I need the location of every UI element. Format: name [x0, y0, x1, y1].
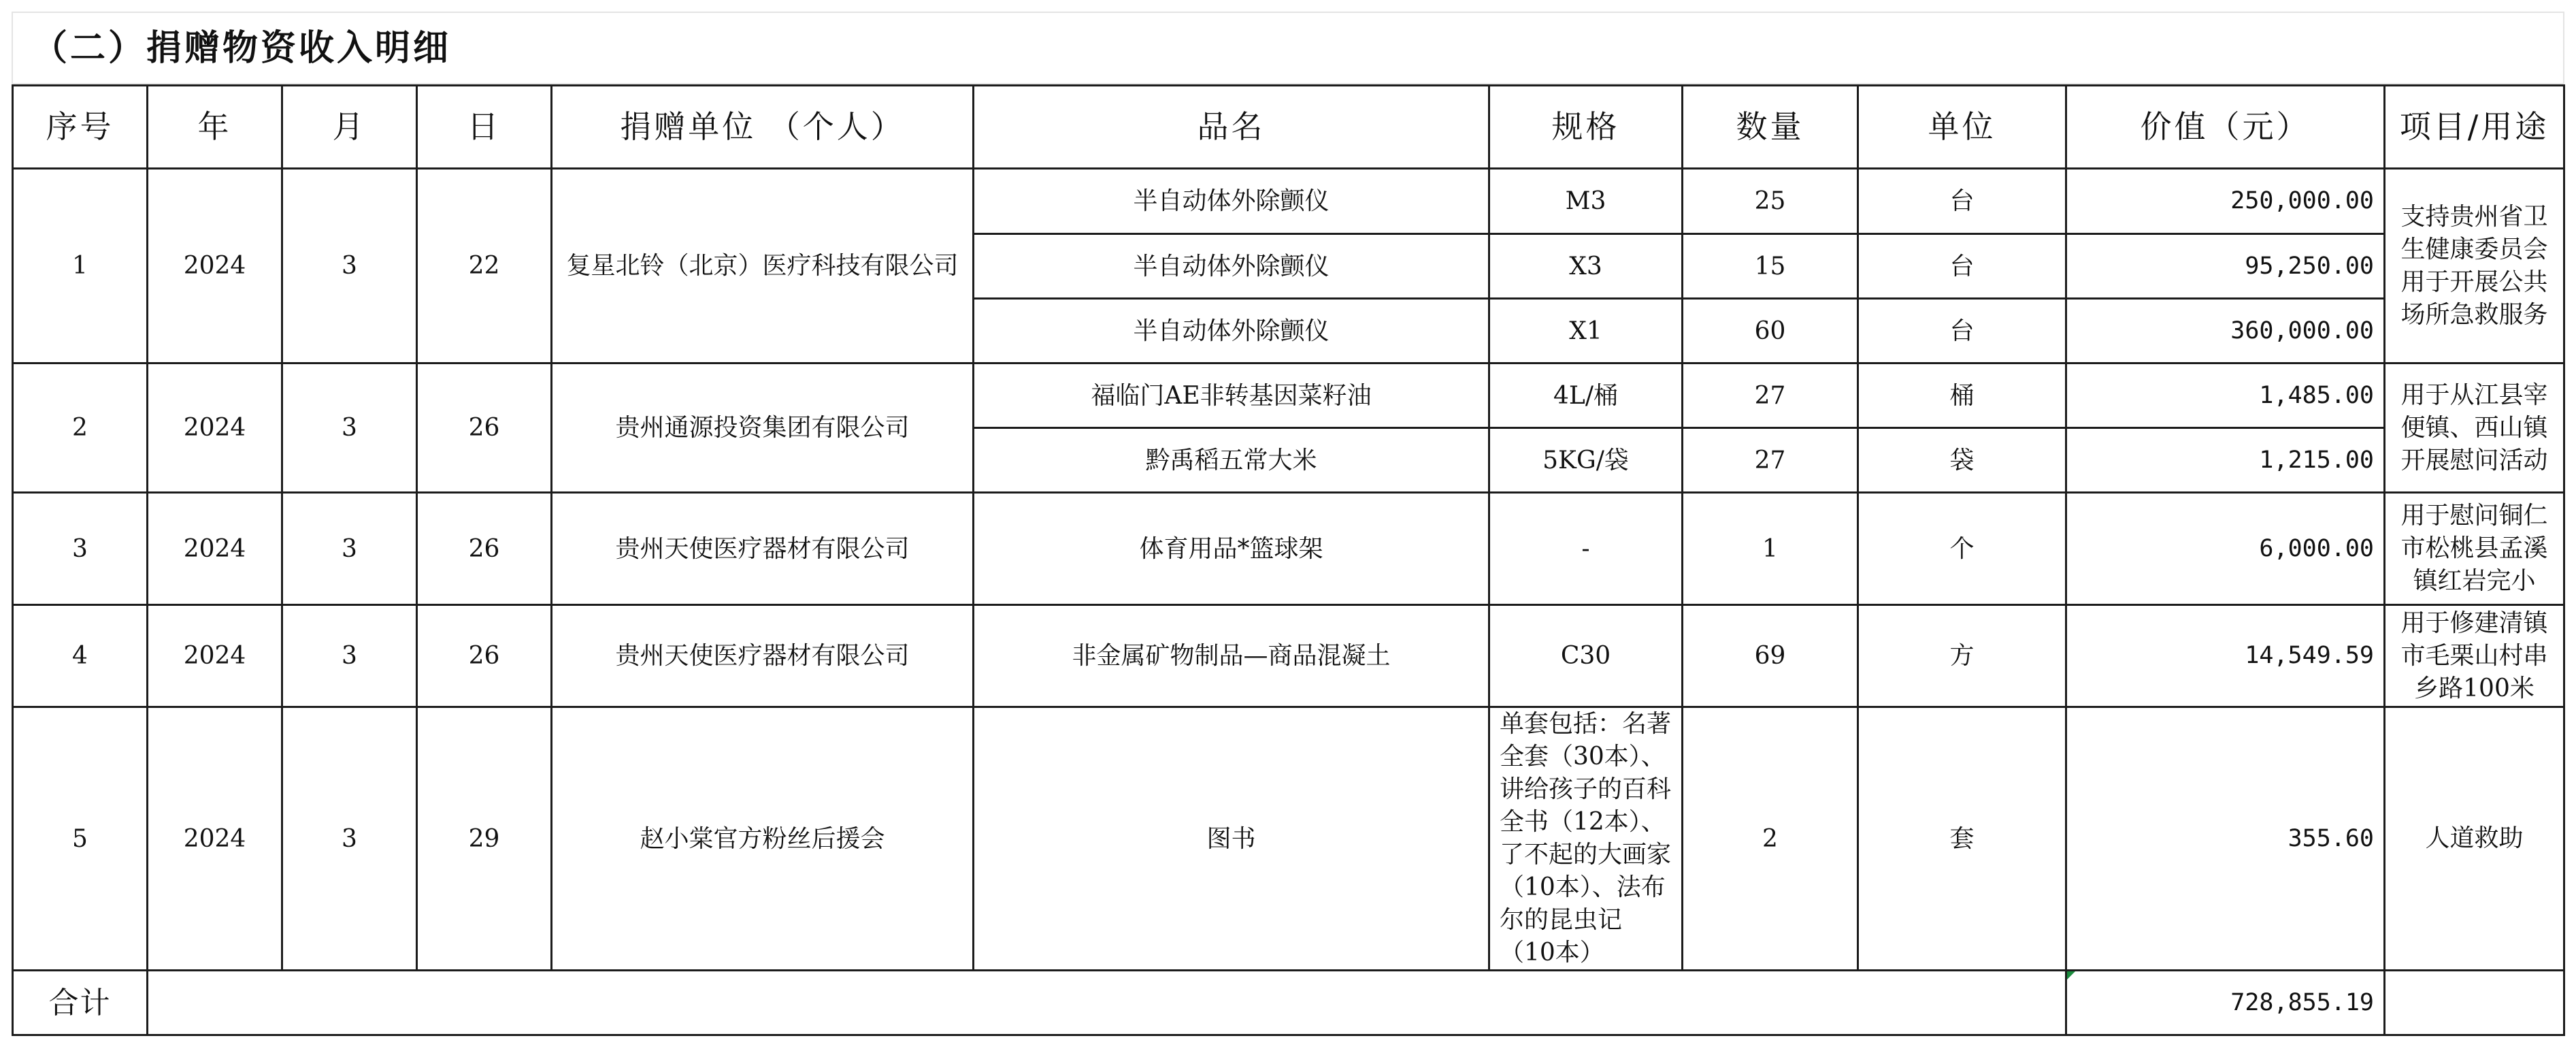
- header-spec[interactable]: 规格: [1489, 86, 1683, 169]
- cell-spec[interactable]: -: [1489, 493, 1683, 605]
- title-row: [12, 12, 2564, 84]
- header-month[interactable]: 月: [282, 86, 417, 169]
- header-donor[interactable]: 捐赠单位 （个人）: [552, 86, 974, 169]
- header-unit[interactable]: 单位: [1858, 86, 2066, 169]
- cell-day[interactable]: 26: [417, 493, 552, 605]
- table-row: [13, 363, 2564, 428]
- cell-qty[interactable]: 60: [1683, 299, 1858, 363]
- cell-value[interactable]: 95,250.00: [2066, 234, 2385, 299]
- cell-item[interactable]: 半自动体外除颤仪: [974, 299, 1489, 363]
- cell-day[interactable]: 29: [417, 707, 552, 971]
- table-row: [13, 169, 2564, 234]
- cell-unit[interactable]: 台: [1858, 299, 2066, 363]
- header-seq[interactable]: 序号: [13, 86, 148, 169]
- total-purpose-cell[interactable]: [2385, 971, 2564, 1035]
- cell-month[interactable]: 3: [282, 169, 417, 363]
- cell-month[interactable]: 3: [282, 363, 417, 493]
- table-row: [13, 493, 2564, 605]
- cell-unit[interactable]: 桶: [1858, 363, 2066, 428]
- donation-table: [12, 84, 2565, 1036]
- cell-spec[interactable]: 4L/桶: [1489, 363, 1683, 428]
- header-day[interactable]: 日: [417, 86, 552, 169]
- cell-value[interactable]: 6,000.00: [2066, 493, 2385, 605]
- cell-spec[interactable]: 5KG/袋: [1489, 428, 1683, 493]
- cell-purpose[interactable]: 人道救助: [2385, 707, 2564, 971]
- cell-item[interactable]: 体育用品*篮球架: [974, 493, 1489, 605]
- total-label[interactable]: 合计: [13, 971, 148, 1035]
- cell-year[interactable]: 2024: [148, 363, 282, 493]
- cell-donor[interactable]: 贵州通源投资集团有限公司: [552, 363, 974, 493]
- header-year[interactable]: 年: [148, 86, 282, 169]
- cell-unit[interactable]: 台: [1858, 169, 2066, 234]
- cell-spec[interactable]: C30: [1489, 605, 1683, 707]
- header-purpose[interactable]: 项目/用途: [2385, 86, 2564, 169]
- cell-seq[interactable]: 3: [13, 493, 148, 605]
- cell-value[interactable]: 1,485.00: [2066, 363, 2385, 428]
- cell-value[interactable]: 360,000.00: [2066, 299, 2385, 363]
- cell-month[interactable]: 3: [282, 493, 417, 605]
- header-item[interactable]: 品名: [974, 86, 1489, 169]
- cell-year[interactable]: 2024: [148, 605, 282, 707]
- cell-qty[interactable]: 2: [1683, 707, 1858, 971]
- cell-qty[interactable]: 69: [1683, 605, 1858, 707]
- cell-seq[interactable]: 2: [13, 363, 148, 493]
- cell-unit[interactable]: 个: [1858, 493, 2066, 605]
- table-row: [13, 707, 2564, 971]
- cell-qty[interactable]: 15: [1683, 234, 1858, 299]
- cell-seq[interactable]: 5: [13, 707, 148, 971]
- cell-seq[interactable]: 4: [13, 605, 148, 707]
- cell-donor[interactable]: 复星北铃（北京）医疗科技有限公司: [552, 169, 974, 363]
- cell-day[interactable]: 26: [417, 363, 552, 493]
- cell-item[interactable]: 福临门AE非转基因菜籽油: [974, 363, 1489, 428]
- cell-seq[interactable]: 1: [13, 169, 148, 363]
- header-qty[interactable]: 数量: [1683, 86, 1858, 169]
- cell-year[interactable]: 2024: [148, 493, 282, 605]
- cell-value[interactable]: 355.60: [2066, 707, 2385, 971]
- cell-year[interactable]: 2024: [148, 169, 282, 363]
- cell-spec[interactable]: X1: [1489, 299, 1683, 363]
- cell-day[interactable]: 26: [417, 605, 552, 707]
- total-blank-cell[interactable]: [148, 971, 2066, 1035]
- cell-qty[interactable]: 25: [1683, 169, 1858, 234]
- cell-day[interactable]: 22: [417, 169, 552, 363]
- cell-donor[interactable]: 赵小棠官方粉丝后援会: [552, 707, 974, 971]
- cell-purpose[interactable]: 用于从江县宰便镇、西山镇开展慰问活动: [2385, 363, 2564, 493]
- cell-value[interactable]: 14,549.59: [2066, 605, 2385, 707]
- cell-item[interactable]: 半自动体外除颤仪: [974, 169, 1489, 234]
- total-row: [13, 971, 2564, 1035]
- total-value[interactable]: 728,855.19: [2066, 971, 2385, 1035]
- cell-unit[interactable]: 套: [1858, 707, 2066, 971]
- page-title: （二）捐赠物资收入明细: [32, 28, 452, 69]
- cell-qty[interactable]: 27: [1683, 363, 1858, 428]
- cell-value[interactable]: 1,215.00: [2066, 428, 2385, 493]
- cell-spec[interactable]: X3: [1489, 234, 1683, 299]
- table-row: [13, 605, 2564, 707]
- cell-purpose[interactable]: 用于慰问铜仁市松桃县孟溪镇红岩完小: [2385, 493, 2564, 605]
- cell-item[interactable]: 图书: [974, 707, 1489, 971]
- cell-qty[interactable]: 27: [1683, 428, 1858, 493]
- cell-donor[interactable]: 贵州天使医疗器材有限公司: [552, 493, 974, 605]
- cell-unit[interactable]: 袋: [1858, 428, 2066, 493]
- cell-month[interactable]: 3: [282, 605, 417, 707]
- cell-item[interactable]: 半自动体外除颤仪: [974, 234, 1489, 299]
- header-row: [13, 86, 2564, 169]
- cell-donor[interactable]: 贵州天使医疗器材有限公司: [552, 605, 974, 707]
- header-value[interactable]: 价值（元）: [2066, 86, 2385, 169]
- cell-item[interactable]: 黔禹稻五常大米: [974, 428, 1489, 493]
- cell-year[interactable]: 2024: [148, 707, 282, 971]
- cell-qty[interactable]: 1: [1683, 493, 1858, 605]
- cell-unit[interactable]: 方: [1858, 605, 2066, 707]
- cell-purpose[interactable]: 用于修建清镇市毛栗山村串乡路100米: [2385, 605, 2564, 707]
- cell-spec[interactable]: 单套包括：名著全套（30本）、讲给孩子的百科全书（12本）、了不起的大画家（10本）、法布尔的昆虫记（10本）: [1489, 707, 1683, 971]
- cell-unit[interactable]: 台: [1858, 234, 2066, 299]
- cell-item[interactable]: 非金属矿物制品—商品混凝土: [974, 605, 1489, 707]
- cell-purpose[interactable]: 支持贵州省卫生健康委员会用于开展公共场所急救服务: [2385, 169, 2564, 363]
- cell-month[interactable]: 3: [282, 707, 417, 971]
- cell-spec[interactable]: M3: [1489, 169, 1683, 234]
- cell-value[interactable]: 250,000.00: [2066, 169, 2385, 234]
